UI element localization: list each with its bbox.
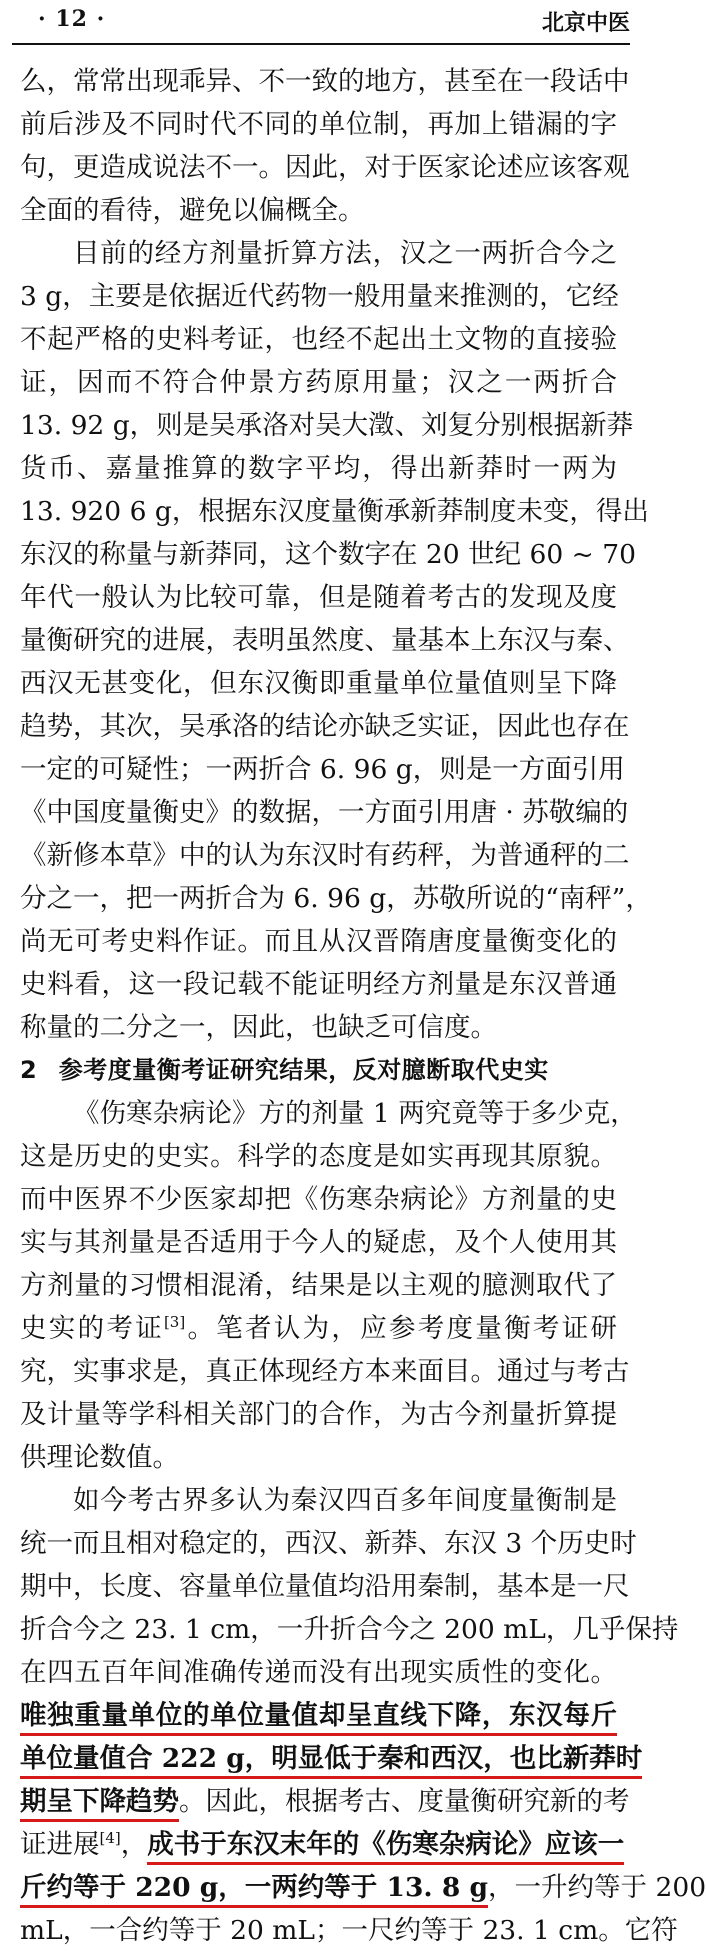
red-underline-text: 成书于东汉末年的《伤寒杂病论》应该一 <box>147 1829 624 1865</box>
text-line: 量衡研究的进展，表明虽然度、量基本上东汉与秦、 <box>20 625 630 656</box>
section-number: 2 <box>20 1056 37 1084</box>
text-line: 《中国度量衡史》的数据，一方面引用唐 · 苏敬编的 <box>20 797 629 828</box>
red-underline-text: 单位量值合 222 g，明显低于秦和西汉，也比新莽时 <box>20 1743 642 1779</box>
journal-name: 北京中医 <box>541 11 630 36</box>
highlighted-line <box>20 1866 706 1909</box>
header-rule <box>12 43 630 45</box>
highlighted-line <box>20 1823 625 1866</box>
text-line: 及计量等学科相关部门的合作，为古今剂量折算提 <box>20 1399 617 1430</box>
text-line: 证，因而不符合仲景方药原用量；汉之一两折合 <box>20 367 617 398</box>
text-line: mL，一合约等于 20 mL；一尺约等于 23. 1 cm。它符 <box>20 1915 678 1946</box>
text-line: 尚无可考史料作证。而且从汉晋隋唐度量衡变化的 <box>20 926 617 957</box>
highlighted-line <box>20 1694 617 1737</box>
text-line: 如今考古界多认为秦汉四百多年间度量衡制是 <box>73 1485 617 1516</box>
citation-3: [3] <box>163 1313 186 1332</box>
text-line: 这是历史的史实。科学的态度是如实再现其原貌。 <box>20 1141 617 1172</box>
text-line: 前后涉及不同时代不同的单位制，再加上错漏的字 <box>20 109 617 140</box>
section-title: 参考度量衡考证研究结果，反对臆断取代史实 <box>58 1056 549 1084</box>
text-line: 13. 92 g，则是吴承洛对吴大澂、刘复分别根据新莽 <box>20 410 634 441</box>
text-line: 称量的二分之一，因此，也缺乏可信度。 <box>20 1012 497 1043</box>
section-heading <box>20 1049 617 1092</box>
text-line: 方剂量的习惯相混淆，结果是以主观的臆测取代了 <box>20 1270 617 1301</box>
text-line: 而中医界不少医家却把《伤寒杂病论》方剂量的史 <box>20 1184 617 1215</box>
text-line: 全面的看待，避免以偏概全。 <box>20 195 365 226</box>
text-line: 趋势，其次，吴承洛的结论亦缺乏实证，因此也存在 <box>20 711 630 742</box>
text-line: 史料看，这一段记载不能证明经方剂量是东汉普通 <box>20 969 617 1000</box>
text-line-with-citation <box>20 1307 617 1350</box>
text-line: 西汉无甚变化，但东汉衡即重量单位量值则呈下降 <box>20 668 617 699</box>
page-header <box>0 0 630 44</box>
citation-4: [4] <box>99 1829 121 1848</box>
text-segment: 证进展 <box>20 1829 100 1860</box>
page-number: · 12 · <box>38 6 106 32</box>
text-line: 不起严格的史料考证，也经不起出土文物的直接验 <box>20 324 617 355</box>
text-line: 句，更造成说法不一。因此，对于医家论述应该客观 <box>20 152 630 183</box>
text-line: 东汉的称量与新莽同，这个数字在 20 世纪 60 ~ 70 <box>20 539 636 570</box>
text-line: 分之一，把一两折合为 6. 96 g，苏敬所说的“南秤”， <box>20 883 652 914</box>
article-body <box>20 60 706 1952</box>
text-line: 供理论数值。 <box>20 1442 179 1473</box>
text-line: 《新修本草》中的认为东汉时有药秤，为普通秤的二 <box>20 840 630 871</box>
text-line: 实与其剂量是否适用于今人的疑虑，及个人使用其 <box>20 1227 617 1258</box>
highlighted-line <box>20 1780 630 1823</box>
text-segment: ，一升约等于 200 <box>488 1872 706 1903</box>
text-line: 3 g，主要是依据近代药物一般用量来推测的，它经 <box>20 281 619 312</box>
red-underline-text: 唯独重量单位的单位量值却呈直线下降，东汉每斤 <box>20 1700 617 1736</box>
text-line: 目前的经方剂量折算方法，汉之一两折合今之 <box>73 238 617 269</box>
text-line: 统一而且相对稳定的，西汉、新莽、东汉 3 个历史时 <box>20 1528 637 1559</box>
text-line: 在四五百年间准确传递而没有出现实质性的变化。 <box>20 1657 617 1688</box>
red-underline-text: 期呈下降趋势 <box>20 1786 179 1822</box>
text-line: 年代一般认为比较可靠，但是随着考古的发现及度 <box>20 582 617 613</box>
text-line: 13. 920 6 g，根据东汉度量衡承新莽制度未变，得出 <box>20 496 649 527</box>
text-line: 期中，长度、容量单位量值均沿用秦制，基本是一尺 <box>20 1571 630 1602</box>
text-segment: ， <box>120 1829 148 1860</box>
text-line: 《伤寒杂病论》方的剂量 1 两究竟等于多少克， <box>73 1098 637 1129</box>
text-segment: 。笔者认为，应参考度量衡考证研 <box>185 1313 617 1344</box>
text-line: 究，实事求是，真正体现经方本来面目。通过与考古 <box>20 1356 630 1387</box>
text-line: 么，常常出现乖异、不一致的地方，甚至在一段话中 <box>20 66 630 97</box>
text-line: 一定的可疑性；一两折合 6. 96 g，则是一方面引用 <box>20 754 625 785</box>
text-line: 货币、嘉量推算的数字平均，得出新莽时一两为 <box>20 453 617 484</box>
red-underline-text: 斤约等于 220 g，一两约等于 13. 8 g <box>20 1872 488 1908</box>
text-segment: 。因此，根据考古、度量衡研究新的考 <box>179 1786 630 1817</box>
text-line: 折合今之 23. 1 cm，一升折合今之 200 mL，几乎保持 <box>20 1614 679 1645</box>
highlighted-line <box>20 1737 643 1780</box>
text-segment: 史实的考证 <box>20 1313 164 1344</box>
